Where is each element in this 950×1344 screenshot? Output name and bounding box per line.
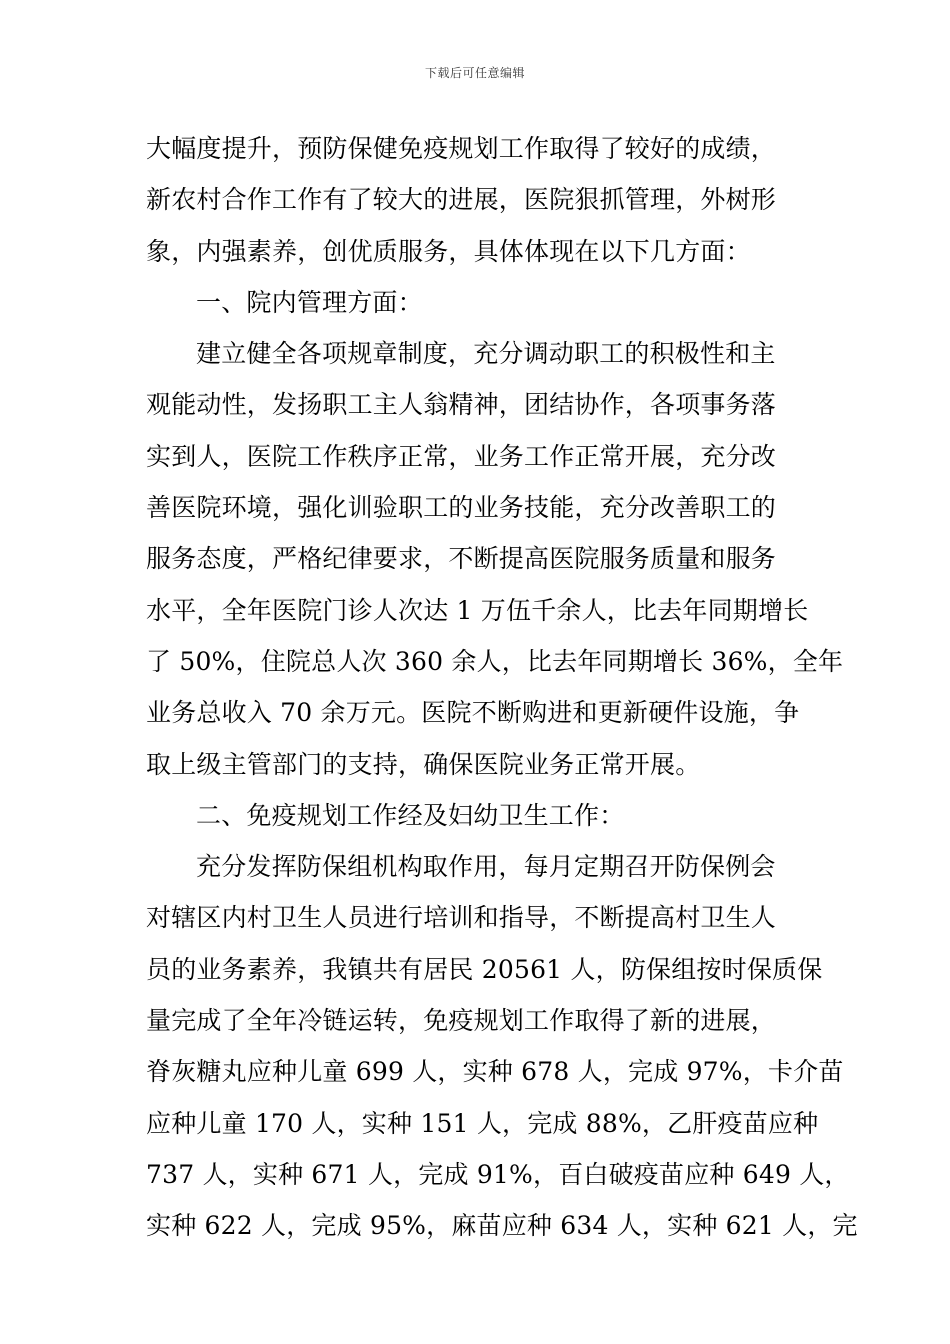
text-line: 737 人，实种 671 人，完成 91%，百白破疫苗应种 649 人，: [146, 1159, 850, 1189]
document-body: [146, 123, 858, 1252]
text-line: 观能动性，发扬职工主人翁精神，团结协作，各项事务落: [146, 390, 777, 420]
text-line: 对辖区内村卫生人员进行培训和指导，不断提高村卫生人: [146, 903, 777, 933]
text-line: 善医院环境，强化训验职工的业务技能，充分改善职工的: [146, 493, 777, 523]
text-line: 充分发挥防保组机构取作用，每月定期召开防保例会: [196, 852, 776, 882]
text-line: 象，内强素养，创优质服务，具体体现在以下几方面：: [146, 236, 751, 266]
text-line: 应种儿童 170 人，实种 151 人，完成 88%，乙肝疫苗应种: [146, 1108, 819, 1138]
text-line: 水平，全年医院门诊人次达 1 万伍千余人，比去年同期增长: [146, 595, 809, 625]
text-line: 建立健全各项规章制度，充分调动职工的积极性和主: [196, 339, 776, 369]
section-heading: 一、院内管理方面：: [196, 287, 423, 317]
text-line: 员的业务素养，我镇共有居民 20561 人，防保组按时保质保: [146, 954, 823, 984]
text-line: 大幅度提升，预防保健免疫规划工作取得了较好的成绩，: [146, 134, 777, 163]
text-line: 实种 622 人，完成 95%，麻苗应种 634 人，实种 621 人，完: [146, 1211, 858, 1241]
text-line: 服务态度，严格纪律要求，不断提高医院服务质量和服务: [146, 544, 777, 574]
text-line: 脊灰糖丸应种儿童 699 人，实种 678 人，完成 97%，卡介苗: [146, 1057, 844, 1087]
section-heading: 二、免疫规划工作经及妇幼卫生工作：: [196, 800, 625, 830]
text-line: 取上级主管部门的支持，确保医院业务正常开展。: [146, 749, 701, 779]
text-line: 实到人，医院工作秩序正常，业务工作正常开展，充分改: [146, 441, 777, 471]
text-line: 了 50%，住院总人次 360 余人，比去年同期增长 36%，全年: [146, 646, 844, 676]
text-line: 量完成了全年冷链运转，免疫规划工作取得了新的进展，: [146, 1006, 777, 1036]
page-header: 下载后可任意编辑: [424, 66, 525, 80]
text-line: 业务总收入 70 余万元。医院不断购进和更新硬件设施，争: [146, 698, 800, 728]
text-line: 新农村合作工作有了较大的进展，医院狠抓管理，外树形: [146, 185, 777, 215]
